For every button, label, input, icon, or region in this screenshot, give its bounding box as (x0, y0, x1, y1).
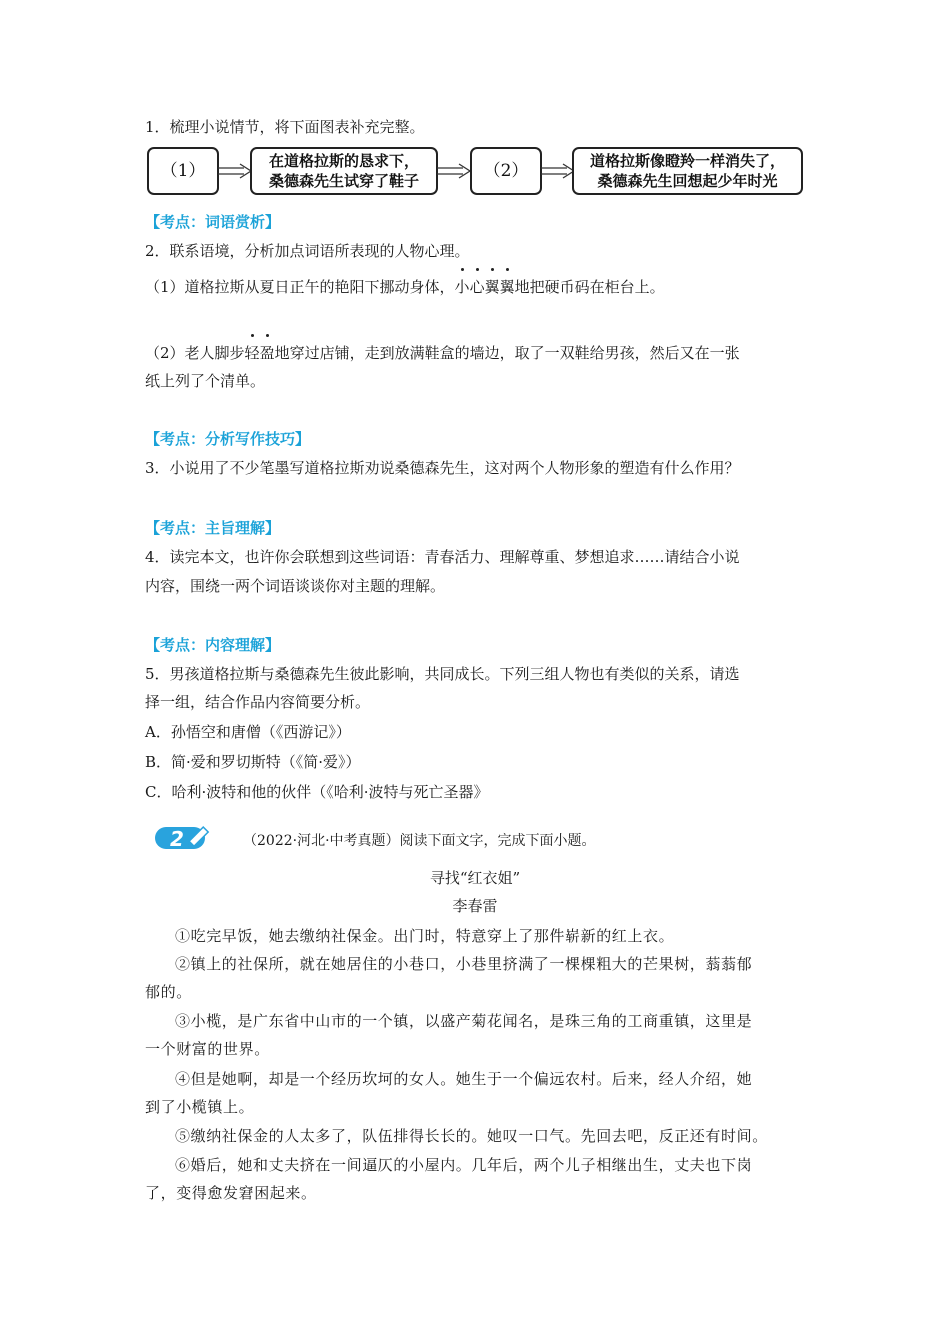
option-c: C．哈利·波特和他的伙伴（《哈利·波特与死亡圣器》 (145, 783, 489, 801)
flow-box-3 (470, 147, 542, 195)
flow-arrow-3 (541, 162, 575, 180)
question-5-line1: 5．男孩道格拉斯与桑德森先生彼此影响，共同成长。下列三组人物也有类似的关系，请选 (145, 665, 740, 683)
flow-arrow-1 (218, 162, 252, 180)
flow-box-4 (572, 147, 803, 195)
sentence-1-before: （1）道格拉斯从夏日正午的艳阳下挪动身体， (145, 278, 455, 296)
dotted-char: 小 (454, 278, 470, 296)
dotted-char: 心 (469, 278, 485, 296)
passage-title: 寻找“红衣姐” (429, 869, 521, 887)
question-1: 1．梳理小说情节，将下面图表补充完整。 (145, 118, 425, 136)
topic-tag-theme: 【考点：主旨理解】 (145, 519, 281, 537)
question-3: 3．小说用了不少笔墨写道格拉斯劝说桑德森先生，这对两个人物形象的塑造有什么作用？ (145, 459, 740, 477)
section-number: 2 (170, 827, 184, 851)
question-4-line1: 4．读完本文，也许你会联想到这些词语：青春活力、理解尊重、梦想追求……请结合小说 (145, 548, 740, 566)
passage-author: 李春雷 (452, 897, 498, 915)
dotted-char: 翼 (484, 278, 500, 296)
paragraph-1: ①吃完早饭，她去缴纳社保金。出门时，特意穿上了那件崭新的红上衣。 (175, 927, 675, 945)
sentence-1-after: 地把硬币码在柜台上。 (514, 278, 665, 296)
flow-box-4-line2: 桑德森先生回想起少年时光 (597, 172, 778, 190)
flow-box-4-line1: 道格拉斯像瞪羚一样消失了， (589, 152, 785, 170)
question-4-line2: 内容，围绕一两个词语谈谈你对主题的理解。 (145, 577, 446, 595)
question-2-sentence-1 (145, 277, 665, 297)
section-number-pencil-icon (155, 823, 217, 853)
paragraph-6-line1: ⑥婚后，她和丈夫挤在一间逼仄的小屋内。几年后，两个儿子相继出生，丈夫也下岗 (175, 1156, 753, 1174)
flow-arrow-2 (437, 162, 471, 180)
passage-intro: （2022·河北·中考真题）阅读下面文字，完成下面小题。 (243, 833, 596, 849)
flow-box-1 (147, 147, 219, 195)
flow-box-2-line1: 在道格拉斯的恳求下， (268, 152, 419, 170)
paragraph-3-line2: 一个财富的世界。 (145, 1040, 270, 1058)
question-2-sentence-2 (145, 343, 740, 363)
dotted-char: 轻 (244, 344, 260, 362)
option-b: B．简·爱和罗切斯特（《简·爱》） (145, 753, 361, 771)
flow-box-1-text: （1） (160, 161, 206, 181)
flow-box-2 (250, 147, 438, 195)
paragraph-3-line1: ③小榄，是广东省中山市的一个镇，以盛产菊花闻名，是珠三角的工商重镇，这里是 (175, 1012, 753, 1030)
paragraph-6-line2: 了，变得愈发窘困起来。 (145, 1184, 317, 1202)
dotted-char: 翼 (499, 278, 515, 296)
topic-tag-content: 【考点：内容理解】 (145, 636, 281, 654)
paragraph-4-line1: ④但是她啊，却是一个经历坎坷的女人。她生于一个偏远农村。后来，经人介绍，她 (175, 1070, 753, 1088)
topic-tag-word-appreciation: 【考点：词语赏析】 (145, 213, 281, 231)
paragraph-4-line2: 到了小榄镇上。 (145, 1098, 255, 1116)
question-5-line2: 择一组，结合作品内容简要分析。 (145, 693, 371, 711)
flow-box-3-text: （2） (483, 161, 529, 181)
dotted-char: 盈 (259, 344, 275, 362)
option-a: A．孙悟空和唐僧（《西游记》） (145, 723, 351, 741)
question-2-sentence-2-cont: 纸上列了个清单。 (145, 372, 266, 390)
sentence-2-before: （2）老人脚步 (145, 344, 245, 362)
topic-tag-writing-technique: 【考点：分析写作技巧】 (145, 430, 311, 448)
sentence-2-after: 地穿过店铺，走到放满鞋盒的墙边，取了一双鞋给男孩，然后又在一张 (274, 344, 740, 362)
flow-box-2-line2: 桑德森先生试穿了鞋子 (268, 172, 419, 190)
paragraph-2-line1: ②镇上的社保所，就在她居住的小巷口，小巷里挤满了一棵棵粗大的芒果树，蓊蓊郁 (175, 955, 753, 973)
paragraph-2-line2: 郁的。 (145, 983, 192, 1001)
paragraph-5: ⑤缴纳社保金的人太多了，队伍排得长长的。她叹一口气。先回去吧，反正还有时间。 (175, 1127, 768, 1145)
question-2: 2．联系语境，分析加点词语所表现的人物心理。 (145, 242, 470, 260)
